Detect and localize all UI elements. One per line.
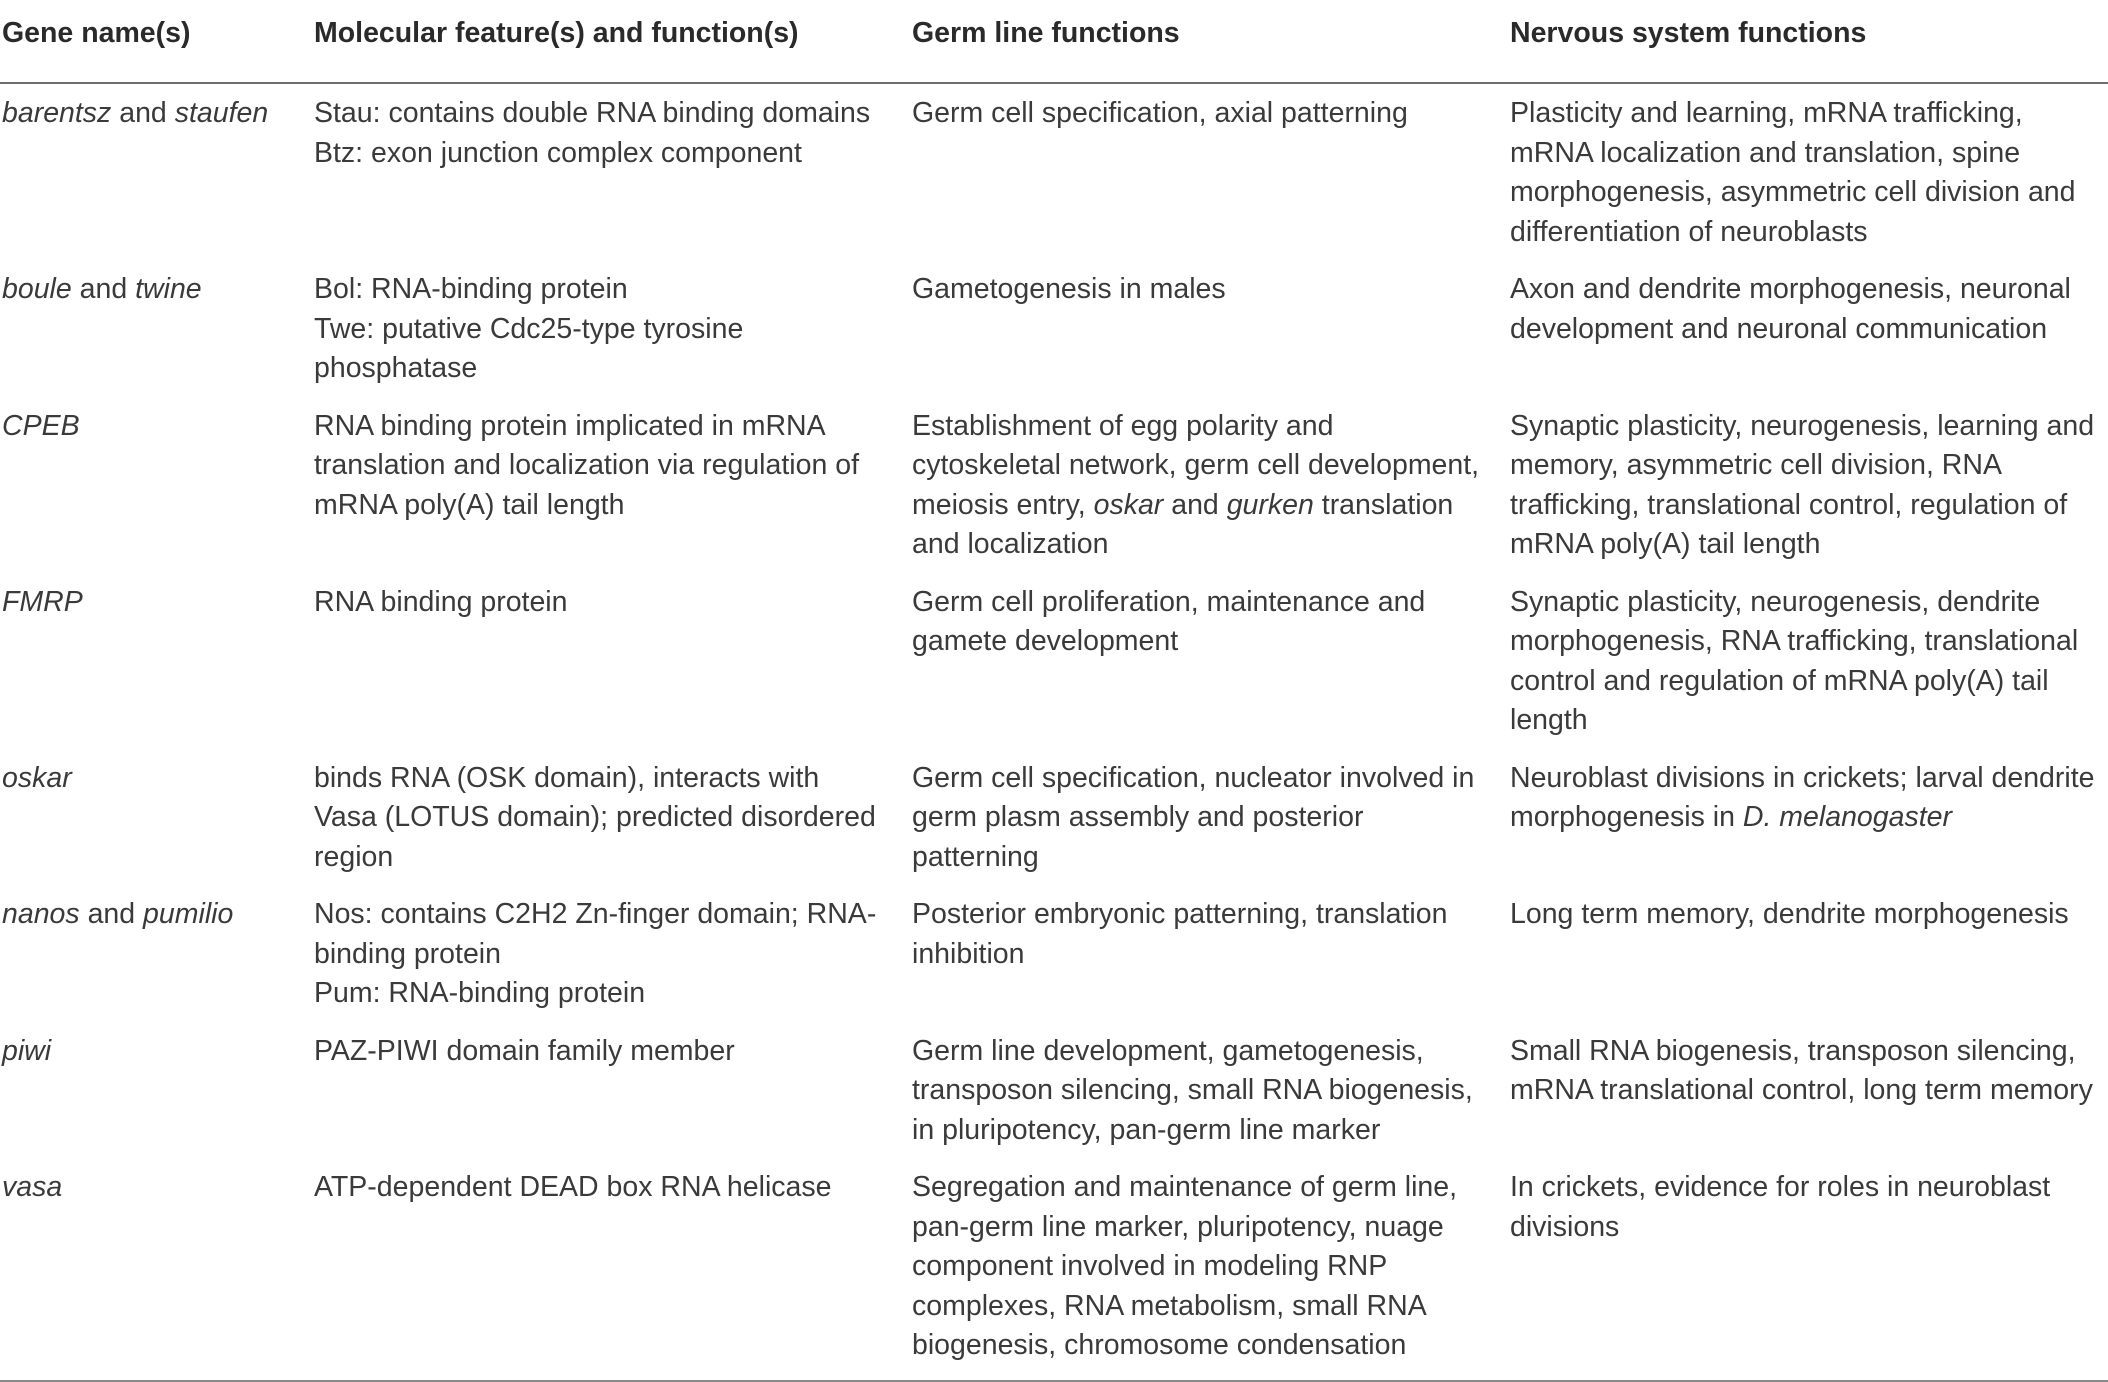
- table-row: [0, 1022, 2108, 1159]
- germ-text: translation and localization: [912, 488, 1454, 560]
- species-name: D. melanogaster: [1742, 801, 1952, 833]
- table-row: [0, 749, 2108, 886]
- header-row: [0, 0, 2108, 83]
- gene-name: boule: [2, 273, 72, 305]
- nervous-cell: Plasticity and learning, mRNA trafficking, mRNA localization and translation, spine morphogenesis, asymmetric cell division and differentiation of neuroblasts: [1510, 97, 2076, 248]
- germ-cell: [910, 397, 1508, 573]
- molecular-line: Pum: RNA-binding protein: [314, 977, 646, 1009]
- table-row: [0, 573, 2108, 749]
- molecular-cell: [312, 749, 910, 886]
- molecular-line: Twe: putative Cdc25-type tyrosine phosphatase: [314, 312, 744, 384]
- molecular-line: binds RNA (OSK domain), interacts with Vasa (LOTUS domain); predicted disordered region: [314, 761, 876, 873]
- molecular-cell: [312, 83, 910, 260]
- gene-name: oskar: [2, 761, 72, 794]
- gene-cell: [0, 749, 312, 886]
- molecular-line: Stau: contains double RNA binding domains: [314, 97, 871, 129]
- gene-name: pumilio: [143, 898, 234, 930]
- molecular-line: Btz: exon junction complex component: [314, 136, 802, 169]
- table-row: [0, 397, 2108, 573]
- gene-name: twine: [135, 273, 202, 305]
- germ-cell: Germ line development, gametogenesis, transposon silencing, small RNA biogenesis, in pluripotency, pan-germ line marker: [912, 1034, 1473, 1146]
- gene-cell: [0, 885, 312, 1022]
- header-germ-line-functions: Germ line functions: [910, 0, 1508, 83]
- molecular-line: ATP-dependent DEAD box RNA helicase: [314, 1171, 832, 1203]
- molecular-line: Nos: contains C2H2 Zn-finger domain; RNA-binding protein: [314, 898, 877, 970]
- nervous-cell: Synaptic plasticity, neurogenesis, dendrite morphogenesis, RNA trafficking, translational control and regulation of mRNA poly(A) tail length: [1510, 585, 2079, 736]
- table-row: [0, 885, 2108, 1022]
- nervous-cell: [1508, 749, 2108, 886]
- gene-name-inline: oskar: [1093, 488, 1164, 521]
- gene-cell: [0, 573, 312, 749]
- molecular-cell: [312, 1158, 910, 1381]
- gene-conjunction: and: [79, 898, 144, 930]
- table-row: [0, 1158, 2108, 1381]
- gene-name: nanos: [2, 898, 80, 930]
- gene-conjunction: and: [71, 273, 136, 305]
- table-body: [0, 83, 2108, 1381]
- germ-text: and: [1163, 488, 1227, 521]
- gene-name: piwi: [2, 1034, 52, 1067]
- gene-name: barentsz: [2, 97, 112, 129]
- header-molecular-features: Molecular feature(s) and function(s): [312, 0, 910, 83]
- germ-text: Establishment of egg polarity and cytoskeletal network, germ cell development, meiosis entry,: [912, 409, 1480, 521]
- molecular-cell: [312, 260, 910, 397]
- gene-name: vasa: [2, 1171, 63, 1203]
- table-row: [0, 83, 2108, 260]
- table-row: [0, 260, 2108, 397]
- gene-cell: [0, 260, 312, 397]
- nervous-cell: Small RNA biogenesis, transposon silencing, mRNA translational control, long term memory: [1510, 1034, 2093, 1106]
- molecular-line: RNA binding protein: [314, 585, 568, 618]
- gene-cell: [0, 1158, 312, 1381]
- molecular-cell: [312, 885, 910, 1022]
- gene-cell: [0, 397, 312, 573]
- nervous-cell: In crickets, evidence for roles in neuroblast divisions: [1508, 1158, 2108, 1381]
- gene-cell: [0, 1022, 312, 1159]
- germ-cell: Segregation and maintenance of germ line, pan-germ line marker, pluripotency, nuage component involved in modeling RNP complexes, RNA metabolism, small RNA biogenesis, chromosome condensation: [910, 1158, 1508, 1381]
- gene-name-inline: gurken: [1226, 488, 1314, 521]
- molecular-line: PAZ-PIWI domain family member: [314, 1034, 735, 1067]
- nervous-cell: Axon and dendrite morphogenesis, neuronal development and neuronal communication: [1510, 273, 2071, 345]
- nervous-text: Neuroblast divisions in crickets; larval dendrite morphogenesis in: [1510, 761, 2095, 833]
- molecular-cell: [312, 1022, 910, 1159]
- gene-conjunction: and: [111, 97, 175, 129]
- molecular-line: RNA binding protein implicated in mRNA translation and localization via regulation of mRNA poly(A) tail length: [314, 409, 860, 521]
- gene-name: FMRP: [2, 585, 83, 618]
- nervous-cell: Synaptic plasticity, neurogenesis, learning and memory, asymmetric cell division, RNA trafficking, translational control, regulation of mRNA poly(A) tail length: [1510, 409, 2095, 560]
- molecular-cell: [312, 573, 910, 749]
- gene-cell: [0, 83, 312, 260]
- nervous-cell: Long term memory, dendrite morphogenesis: [1510, 898, 2069, 930]
- gene-name: CPEB: [2, 409, 80, 442]
- molecular-line: Bol: RNA-binding protein: [314, 273, 628, 305]
- germ-cell: Germ cell specification, nucleator involved in germ plasm assembly and posterior patterning: [912, 761, 1475, 873]
- germ-cell: Posterior embryonic patterning, translation inhibition: [912, 898, 1448, 970]
- gene-name: staufen: [174, 97, 269, 129]
- germ-cell: Germ cell specification, axial patterning: [912, 97, 1408, 129]
- molecular-cell: [312, 397, 910, 573]
- table-header: [0, 0, 2108, 83]
- header-gene-names: Gene name(s): [0, 0, 312, 83]
- germ-cell: Germ cell proliferation, maintenance and gamete development: [912, 585, 1426, 657]
- header-nervous-system-functions: Nervous system functions: [1508, 0, 2108, 83]
- germ-cell: Gametogenesis in males: [912, 273, 1226, 305]
